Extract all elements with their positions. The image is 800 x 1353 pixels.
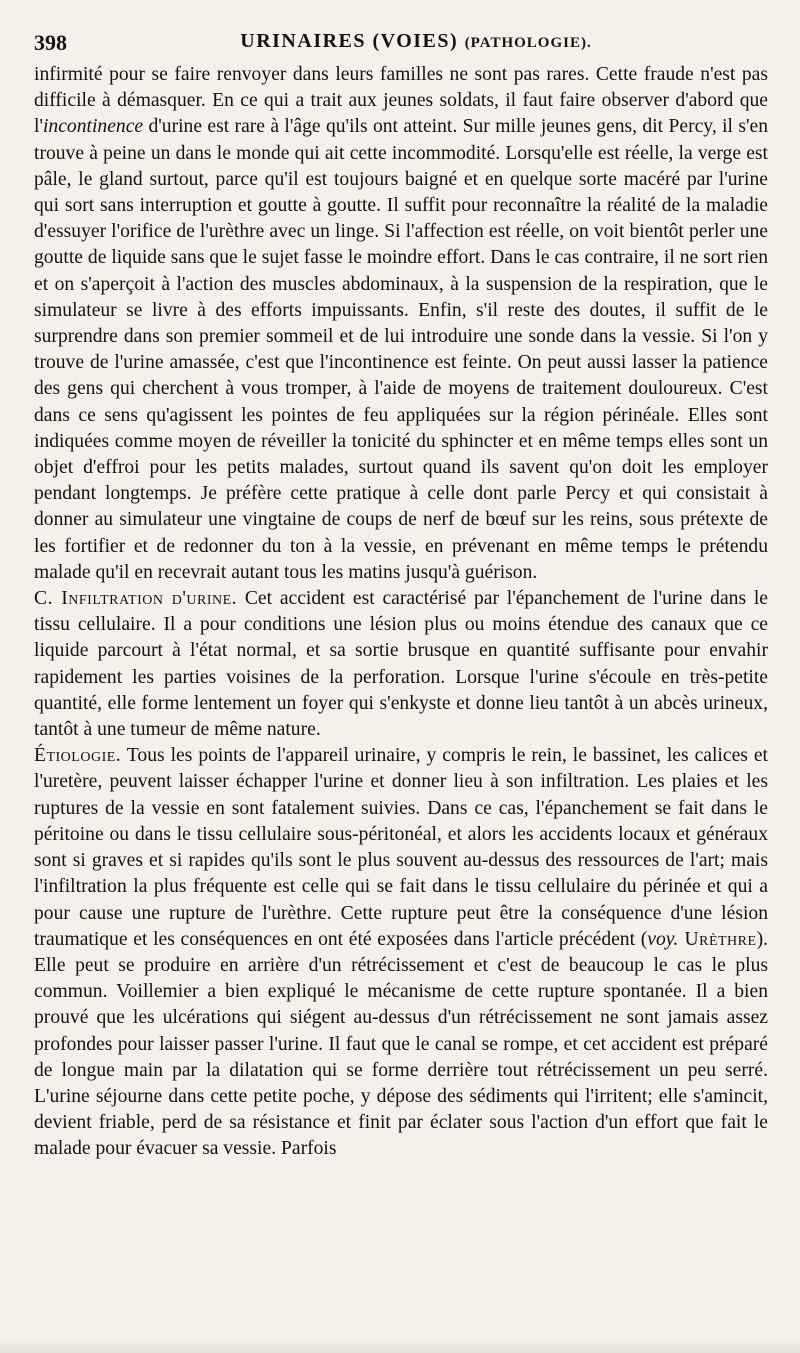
- running-title-main: URINAIRES (VOIES): [240, 30, 459, 52]
- paragraph-text: infirmité pour se faire renvoyer dans leurs familles ne sont pas rares. Cette fraude n'est pas difficile à démasquer. En ce qui a trait aux jeunes soldats, il faut faire observer d'abord que l': [34, 64, 768, 138]
- paragraph-text: d'urine est rare à l'âge qu'ils ont atteint. Sur mille jeunes gens, dit Percy, il s'en trouve à peine un dans le monde qui ait cette incommodité. Lorsqu'elle est réelle, la verge est pâle, le gland surtout, parce qu'il est toujours baigné et en quelque sorte macéré par l'urine qui sort sans interruption et goutte à goutte. Il suffit pour reconnaître la réalité de la maladie d'essuyer l'orifice de l'urèthre avec un linge. Si l'affection est réelle, on voit bientôt perler une goutte de liquide sans que le sujet fasse le moindre effort. Dans le cas contraire, il ne sort rien et on s'aperçoit à l'action des muscles abdominaux, à la suspension de la respiration, que le simulateur se livre à des efforts impuissants. Enfin, s'il reste des doutes, il suffit de le surprendre dans son premier sommeil et de lui introduire une sonde dans la vessie. Si l'on y trouve de l'urine amassée, c'est que l'incontinence est feinte. On peut aussi lasser la patience des gens qui cherchent à vous tromper, à l'aide de moyens de traitement douloureux. C'est dans ce sens qu'agissent les pointes de feu appliquées sur la région périnéale. Elles sont indiquées comme moyen de réveiller la tonicité du sphincter et en même temps elles sont un objet d'effroi pour les petits malades, surtout quand ils savent qu'on doit les employer pendant longtemps. Je préfère cette pratique à celle dont parle Percy et qui consistait à donner au simulateur une vingtaine de coups de nerf de bœuf sur les reins, sous prétexte de les fortifier et de redonner du ton à la vessie, en prévenant en même temps le prétendu malade qu'il en recevrait autant tous les matins jusqu'à guérison.: [34, 116, 768, 583]
- running-title: [34, 30, 768, 53]
- paragraph-text: Tous les points de l'appareil urinaire, y compris le rein, le bassinet, les calices et l'uretère, peuvent laisser échapper l'urine et donner lieu à son infiltration. Les plaies et les ruptures de la vessie en sont fatalement suivies. Dans ce cas, l'épanchement se fait dans le péritoine ou dans le tissu cellulaire sous-péritonéal, et alors les accidents locaux et généraux sont si graves et si rapides qu'ils sont le plus souvent au-dessus des ressources de l'art; mais l'infiltration la plus fréquente est celle qui se fait dans le tissu cellulaire du périnée et qui a pour cause une rupture de l'urèthre. Cette rupture peut être la conséquence d'une lésion traumatique et les conséquences en ont été exposées dans l'article précédent (: [34, 745, 768, 950]
- emphasis-voy: voy.: [647, 928, 679, 950]
- emphasis-incontinence: incontinence: [42, 116, 144, 138]
- paragraph-text: ). Elle peut se produire en arrière d'un rétrécissement et c'est de beaucoup le cas le plus commun. Voillemier a bien expliqué le mécanisme de cette rupture spontanée. Il a bien prouvé que les ulcérations qui siégent au-dessus d'un rétrécissement ne sont jamais assez profondes pour laisser passer l'urine. Il faut que le canal se rompe, et cet accident est préparé de longue main par la dilatation qui se forme derrière tout rétrécissement un peu serré. L'urine séjourne dans cette petite poche, y dépose des sédiments qui l'irritent; elle s'amincit, devient friable, perd de sa résistance et finit par éclater sous l'action d'un effort que fait le malade pour évacuer sa vessie. Parfois: [34, 928, 768, 1160]
- paragraph-etiologie: [34, 743, 768, 1162]
- page-bottom-edge: [0, 1339, 800, 1353]
- paragraph-infiltration: [34, 586, 768, 743]
- paragraph-text: Cet accident est caractérisé par l'épanchement de l'urine dans le tissu cellulaire. Il a pour conditions une lésion plus ou moins étendue des canaux que ce liquide parcourt à l'état normal, et sa sortie brusque en quantité suffisante pour envahir rapidement les parties voisines de la perforation. Lorsque l'urine s'écoule en très-petite quantité, elle forme lentement un foyer qui s'enkyste et donne lieu tantôt à un abcès urineux, tantôt à une tumeur de même nature.: [34, 588, 768, 741]
- section-heading-etiologie: Étiologie.: [34, 745, 122, 767]
- running-title-sub: (PATHOLOGIE).: [464, 35, 592, 51]
- cross-reference-urethre: Urèthre: [678, 928, 757, 950]
- body-text: [34, 62, 768, 1163]
- paragraph-incontinence: [34, 62, 768, 586]
- page-number: 398: [34, 30, 67, 55]
- section-heading-infiltration: C. Infiltration d'urine.: [34, 588, 238, 610]
- page-header: [34, 26, 768, 62]
